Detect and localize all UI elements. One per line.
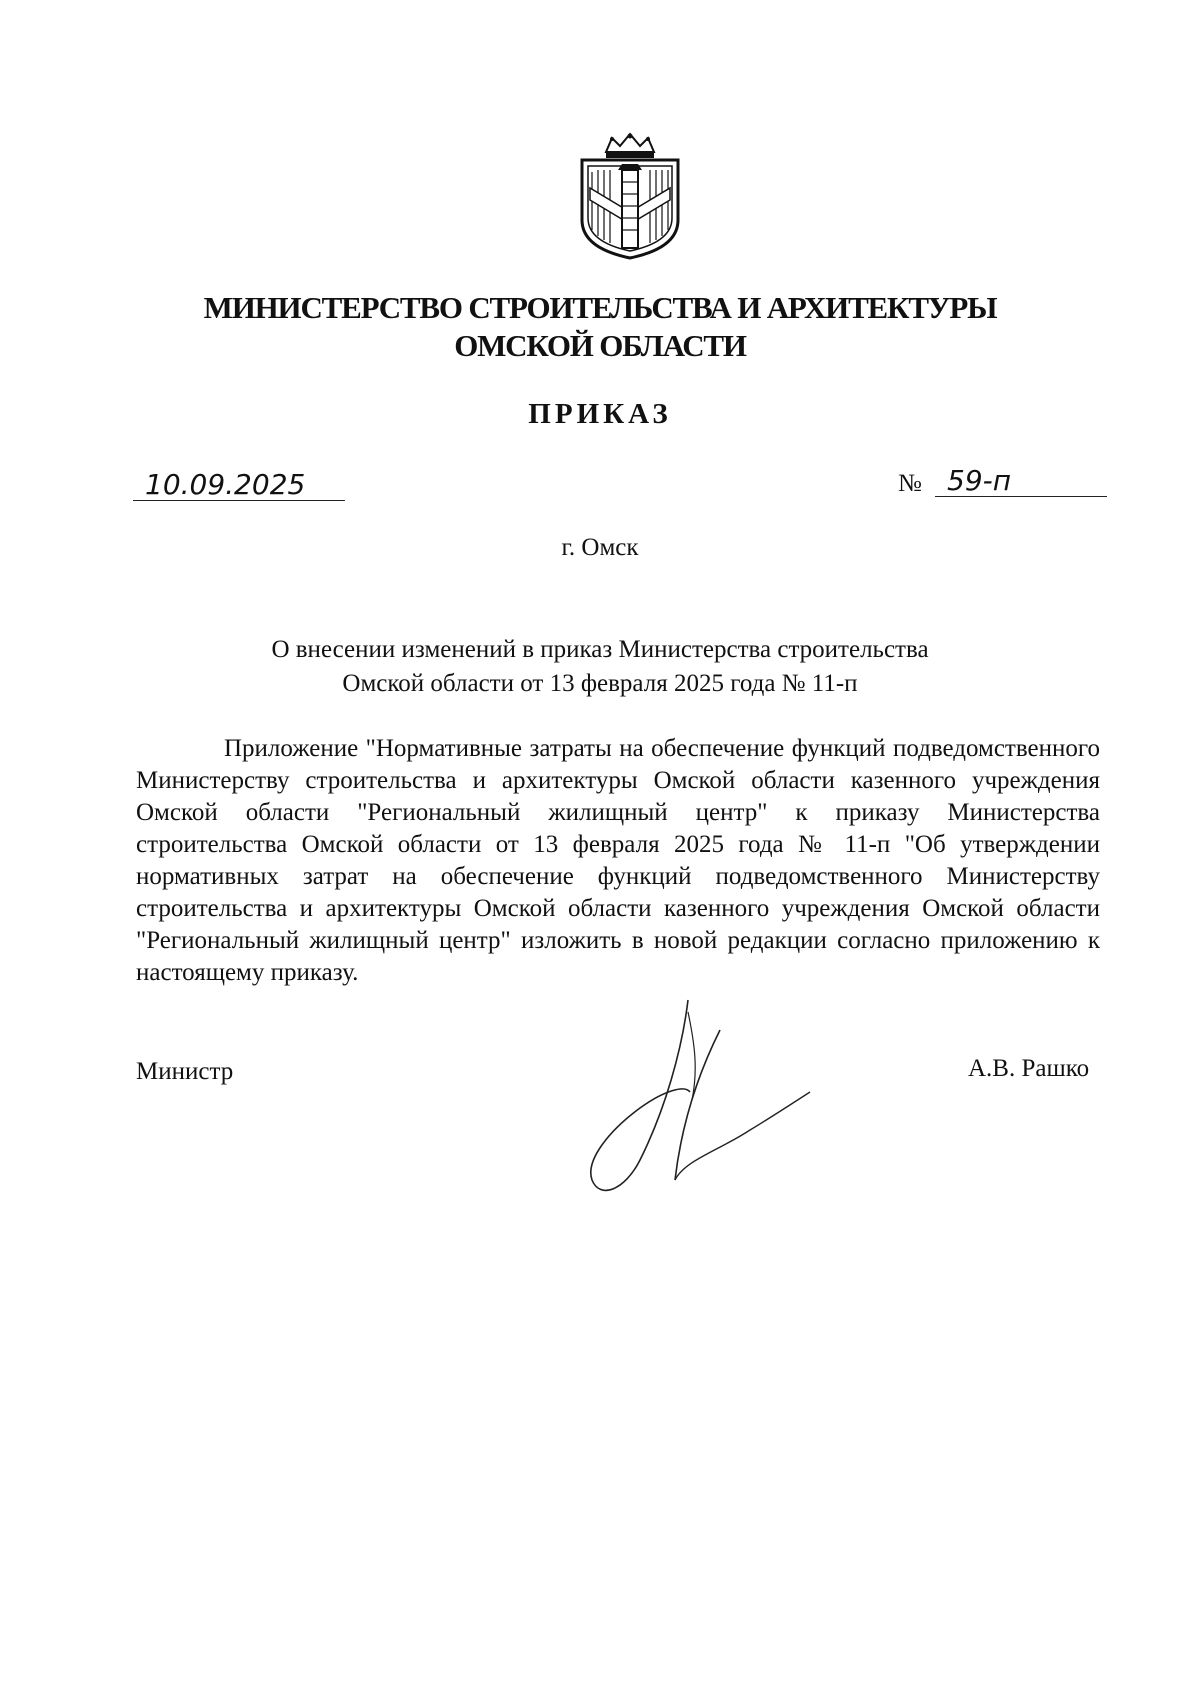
body-paragraph: Приложение "Нормативные затраты на обеспечение функций подведомственного Министерству строительства и архитектуры Омской области казенного учреждения Омской области "Региональный жилищный центр" к приказу Министерства строительства Омской области от 13 февраля 2025 года № 11-п "Об утверждении нормативных затрат на обеспечение функций подведомственного Министерству строительства и архитектуры Омской области казенного учреждения Омской области "Региональный жилищный центр" изложить в новой редакции согласно приложению к настоящему приказу. (136, 735, 1100, 986)
document-subject (0, 633, 1200, 701)
signer-position: Министр (136, 1058, 234, 1085)
city-name: г. Омск (561, 534, 639, 561)
subject-line2: Омской области от 13 февраля 2025 года № 11-п (342, 670, 858, 697)
document-date: 10.09.2025 (133, 470, 345, 501)
coat-of-arms-icon (572, 130, 688, 260)
signer-name: А.В. Рашко (968, 1055, 1090, 1082)
ministry-name-line2: ОМСКОЙ ОБЛАСТИ (454, 328, 746, 363)
number-sign: № (898, 470, 922, 497)
document-number: 59-п (935, 466, 1107, 497)
signature-icon (570, 990, 820, 1210)
document-type-title: ПРИКАЗ (528, 398, 672, 430)
subject-line1: О внесении изменений в приказ Министерства строительства (271, 636, 929, 663)
ministry-name-line1: МИНИСТЕРСТВО СТРОИТЕЛЬСТВА И АРХИТЕКТУРЫ (203, 290, 997, 325)
